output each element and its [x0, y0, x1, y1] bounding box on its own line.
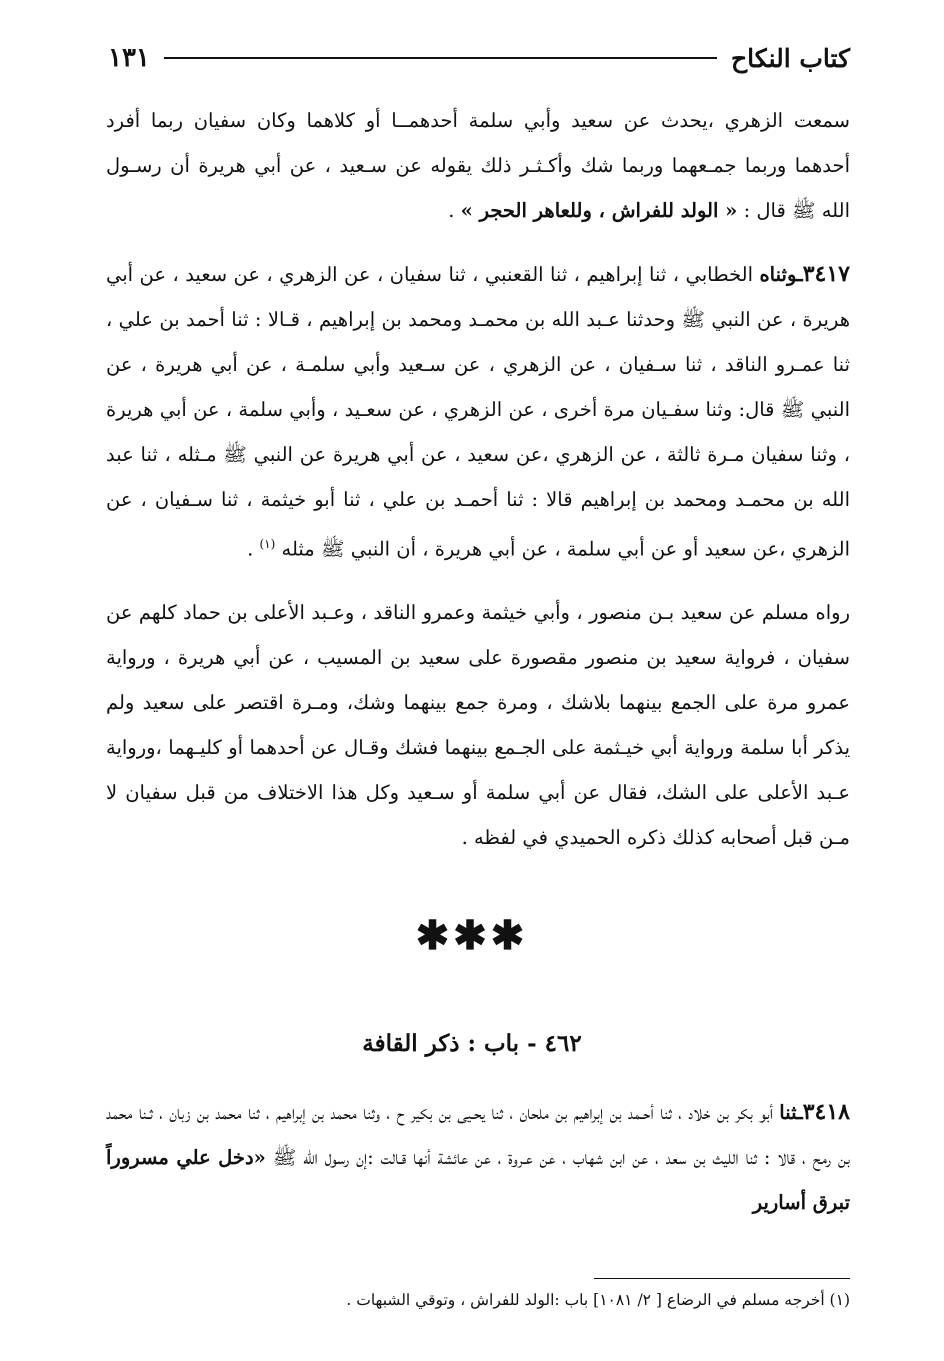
paragraph-continuation [106, 98, 850, 233]
footnote: (١) أخرجه مسلم في الرضاع [ ٢/ ١٠٨١] باب :الولد للفراش ، وتوقي الشبهات . [346, 1291, 850, 1309]
hadith-head-word: ـوثناه [759, 263, 803, 286]
paragraph-end: . [448, 199, 461, 222]
paragraph-text: الخطابي ، ثنا إبراهيم ، ثنا القعنبي ، ثنا سفيان ، عن الزهري ، عن سعيد ، عن أبي هريرة ، عن النبي ﷺ وحدثنا عـبد الله بن محمـد ومحمد بن إبراهيم ، قـالا : ثنا أحمد بن علي ، ثنا عمـرو الناقد ، ثنا سـفيان ، عن الزهري ، عن سـعيد وأبي سلمـة ، عن أبي هريرة ، عن النبي ﷺ قال: وثنا سفـيان مرة أخرى ، عن الزهري ، عن سعـيد ، وأبي سلمة ، عن أبي هريرة ، وثنا سفيان مـرة ثالثة ، عن الزهري ،عن سعيد ، عن أبي هريرة عن النبي ﷺ مـثله ، ثنا عبد الله بن محمـد ومحمد بن إبراهيم قالا : ثنا أحمـد بن علي ، ثنا أبو خيثمة ، ثنا سـفيان ، عن الزهري ،عن سعيد أو عن أبي سلمة ، عن أبي هريرة ، أن النبي ﷺ مثله [106, 263, 850, 561]
commentary-paragraph [106, 590, 850, 860]
chapter-heading: ٤٦٢ - باب : ذكر القافة [362, 1030, 582, 1057]
section-ornament: ✱✱✱ [415, 912, 529, 959]
page-number: ١٣١ [108, 43, 150, 73]
header-rule [164, 57, 717, 59]
page-header [108, 34, 850, 82]
book-title: كتاب النكاح [731, 43, 850, 73]
hadith-3417 [106, 252, 850, 572]
paragraph-text: رواه مسلم عن سعيد بـن منصور ، وأبي خيثمة وعمرو الناقد ، وعـبد الأعلى بن حماد كلهم عن سفيان ، فرواية سعيد بن منصور مقصورة على سعيد بن المسيب ، عن أبي هريرة ، ورواية عمرو مرة على الجمع بينهما بلاشك ، ومرة جمع بينهما وشك، ومـرة اقتصر على سعيد ولم يذكر أبا سلمة ورواية أبي خيـثمة على الجـمع بينهما فشك وقـال عن أحدهما أو كليـهما ،ورواية عـبد الأعلى على الشك، فقال عن أبي سلمة أو سـعيد وكل هذا الاختلاف من قبل سفيان لا مـن قبل أصحابه كذلك ذكره الحميدي في لفظه . [106, 601, 850, 849]
hadith-head-word: ـثنا [779, 1101, 803, 1124]
footnote-rule [594, 1278, 850, 1279]
hadith-number: ٣٤١٨ [802, 1099, 850, 1125]
paragraph-text: أبو بكر بن خلاد ، ثنا أحـمد بن إبراهيم بن ملحان ، ثنا يحـيى بن بكير ح ، وثنا محمد بن إبراهيم ، ثنا محمد بن زبان ، ثـنا محمد بن رمح ، قالا : ثنا الليث بن سعد ، عن ابن شهاب ، عن عـروة ، عن عائشة أنها قـالت :إن رسول الله ﷺ [106, 1101, 851, 1169]
footnote-reference: (١) [259, 537, 276, 551]
hadith-3418 [106, 1090, 850, 1225]
hadith-number: ٣٤١٧ [802, 261, 850, 287]
paragraph-end: . [247, 537, 260, 561]
hadith-quote: « الولد للفراش ، وللعاهر الحجر » [460, 199, 738, 222]
paragraph-text: سمعت الزهري ،يحدث عن سعيد وأبي سلمة أحدهمــا أو كلاهما وكان سفيان ربما أفرد أحدهما وربما جمـعهما وربما شك وأكـثـر ذلك يقوله عن سـعيد ، عن أبي هريرة أن رسـول الله ﷺ قال : [106, 109, 850, 222]
hadith-quote: «دخل علي مسروراً تبرق أسارير [106, 1146, 850, 1214]
